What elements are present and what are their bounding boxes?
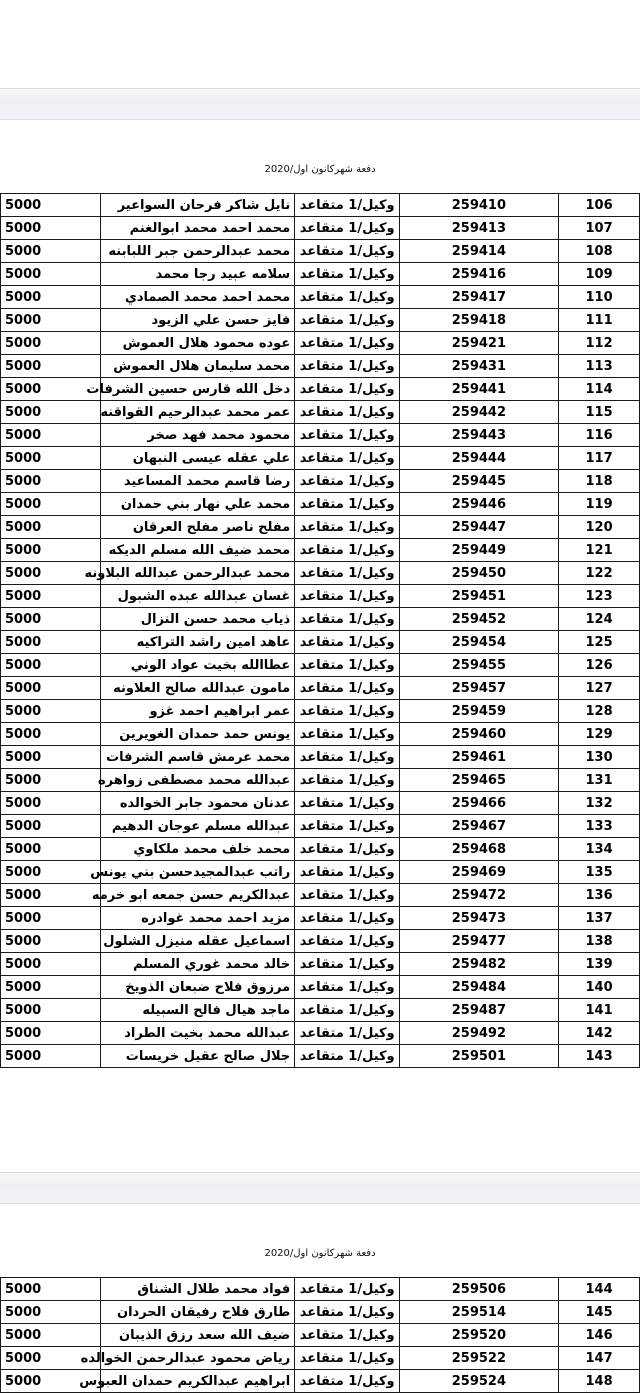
sequence-number-cell: 135 <box>559 861 640 884</box>
account-number-cell: 259514 <box>399 1301 558 1324</box>
name-cell: يونس حمد حمدان الغويرين <box>100 723 294 746</box>
amount-cell: 5000 <box>1 769 101 792</box>
status-cell: وكيل/1 متقاعد <box>295 1022 399 1045</box>
status-cell: وكيل/1 متقاعد <box>295 1347 399 1370</box>
table-row <box>1 792 640 815</box>
table-row <box>1 332 640 355</box>
sequence-number-cell: 123 <box>559 585 640 608</box>
sequence-number-cell: 117 <box>559 447 640 470</box>
account-number-cell: 259449 <box>399 539 558 562</box>
sequence-number-cell: 145 <box>559 1301 640 1324</box>
status-cell: وكيل/1 متقاعد <box>295 217 399 240</box>
name-cell: محمد علي نهار بني حمدان <box>100 493 294 516</box>
table-caption-1: دفعة شهركانون اول/2020 <box>264 164 376 175</box>
data-table-2 <box>0 1277 640 1393</box>
status-cell: وكيل/1 متقاعد <box>295 792 399 815</box>
table-row <box>1 700 640 723</box>
table-row <box>1 286 640 309</box>
amount-cell: 5000 <box>1 884 101 907</box>
sequence-number-cell: 133 <box>559 815 640 838</box>
amount-cell: 5000 <box>1 1324 101 1347</box>
account-number-cell: 259447 <box>399 516 558 539</box>
status-cell: وكيل/1 متقاعد <box>295 838 399 861</box>
sequence-number-cell: 131 <box>559 769 640 792</box>
account-number-cell: 259477 <box>399 930 558 953</box>
account-number-cell: 259487 <box>399 999 558 1022</box>
table-row <box>1 401 640 424</box>
amount-cell: 5000 <box>1 562 101 585</box>
name-cell: محمد احمد محمد ابوالغنم <box>100 217 294 240</box>
name-cell: فايز حسن علي الزيود <box>100 309 294 332</box>
status-cell: وكيل/1 متقاعد <box>295 194 399 217</box>
table-row <box>1 999 640 1022</box>
status-cell: وكيل/1 متقاعد <box>295 355 399 378</box>
name-cell: مامون عبدالله صالح العلاونه <box>100 677 294 700</box>
status-cell: وكيل/1 متقاعد <box>295 723 399 746</box>
name-cell: مفلح ناصر مفلح العرقان <box>100 516 294 539</box>
amount-cell: 5000 <box>1 631 101 654</box>
sequence-number-cell: 140 <box>559 976 640 999</box>
status-cell: وكيل/1 متقاعد <box>295 815 399 838</box>
status-cell: وكيل/1 متقاعد <box>295 999 399 1022</box>
table-row <box>1 263 640 286</box>
name-cell: رياض محمود عبدالرحمن الخوالده <box>100 1347 294 1370</box>
amount-cell: 5000 <box>1 953 101 976</box>
name-cell: رضا قاسم محمد المساعيد <box>100 470 294 493</box>
amount-cell: 5000 <box>1 217 101 240</box>
sequence-number-cell: 113 <box>559 355 640 378</box>
amount-cell: 5000 <box>1 585 101 608</box>
account-number-cell: 259417 <box>399 286 558 309</box>
status-cell: وكيل/1 متقاعد <box>295 562 399 585</box>
table-row <box>1 838 640 861</box>
table-row <box>1 907 640 930</box>
status-cell: وكيل/1 متقاعد <box>295 447 399 470</box>
amount-cell: 5000 <box>1 723 101 746</box>
amount-cell: 5000 <box>1 470 101 493</box>
account-number-cell: 259410 <box>399 194 558 217</box>
table-row <box>1 470 640 493</box>
status-cell: وكيل/1 متقاعد <box>295 401 399 424</box>
status-cell: وكيل/1 متقاعد <box>295 677 399 700</box>
amount-cell: 5000 <box>1 1278 101 1301</box>
sequence-number-cell: 144 <box>559 1278 640 1301</box>
account-number-cell: 259452 <box>399 608 558 631</box>
name-cell: عاهد امين راشد التراكيه <box>100 631 294 654</box>
account-number-cell: 259460 <box>399 723 558 746</box>
amount-cell: 5000 <box>1 1045 101 1068</box>
table-row <box>1 861 640 884</box>
amount-cell: 5000 <box>1 401 101 424</box>
status-cell: وكيل/1 متقاعد <box>295 953 399 976</box>
table-row <box>1 953 640 976</box>
account-number-cell: 259455 <box>399 654 558 677</box>
account-number-cell: 259442 <box>399 401 558 424</box>
name-cell: محمد خلف محمد ملكاوي <box>100 838 294 861</box>
name-cell: خالد محمد غوري المسلم <box>100 953 294 976</box>
account-number-cell: 259466 <box>399 792 558 815</box>
sequence-number-cell: 139 <box>559 953 640 976</box>
name-cell: محمد عبدالرحمن عبدالله البلاونه <box>100 562 294 585</box>
table-row <box>1 493 640 516</box>
table-row <box>1 1370 640 1393</box>
name-cell: مزيد احمد محمد غوادره <box>100 907 294 930</box>
amount-cell: 5000 <box>1 1347 101 1370</box>
table-row <box>1 884 640 907</box>
amount-cell: 5000 <box>1 677 101 700</box>
name-cell: ذياب محمد حسن النزال <box>100 608 294 631</box>
account-number-cell: 259473 <box>399 907 558 930</box>
name-cell: عبدالله محمد مصطفى زواهره <box>100 769 294 792</box>
name-cell: عوده محمود هلال العموش <box>100 332 294 355</box>
status-cell: وكيل/1 متقاعد <box>295 493 399 516</box>
sequence-number-cell: 138 <box>559 930 640 953</box>
amount-cell: 5000 <box>1 838 101 861</box>
sequence-number-cell: 142 <box>559 1022 640 1045</box>
status-cell: وكيل/1 متقاعد <box>295 1324 399 1347</box>
name-cell: سلامه عبيد رجا محمد <box>100 263 294 286</box>
status-cell: وكيل/1 متقاعد <box>295 539 399 562</box>
name-cell: ضيف الله سعد رزق الذيبان <box>100 1324 294 1347</box>
name-cell: دخل الله قارس حسين الشرفات <box>100 378 294 401</box>
table-row <box>1 769 640 792</box>
status-cell: وكيل/1 متقاعد <box>295 907 399 930</box>
name-cell: عبدالله مسلم عوجان الدهيم <box>100 815 294 838</box>
name-cell: راتب عبدالمجيدحسن بني يونس <box>100 861 294 884</box>
table-row <box>1 976 640 999</box>
sequence-number-cell: 116 <box>559 424 640 447</box>
sequence-number-cell: 112 <box>559 332 640 355</box>
status-cell: وكيل/1 متقاعد <box>295 746 399 769</box>
table-row <box>1 240 640 263</box>
status-cell: وكيل/1 متقاعد <box>295 286 399 309</box>
amount-cell: 5000 <box>1 355 101 378</box>
table-row <box>1 539 640 562</box>
status-cell: وكيل/1 متقاعد <box>295 240 399 263</box>
amount-cell: 5000 <box>1 424 101 447</box>
sequence-number-cell: 124 <box>559 608 640 631</box>
account-number-cell: 259492 <box>399 1022 558 1045</box>
amount-cell: 5000 <box>1 1301 101 1324</box>
sequence-number-cell: 126 <box>559 654 640 677</box>
table-row <box>1 516 640 539</box>
amount-cell: 5000 <box>1 516 101 539</box>
table-row <box>1 562 640 585</box>
sequence-number-cell: 119 <box>559 493 640 516</box>
account-number-cell: 259472 <box>399 884 558 907</box>
account-number-cell: 259520 <box>399 1324 558 1347</box>
table-row <box>1 930 640 953</box>
amount-cell: 5000 <box>1 309 101 332</box>
sequence-number-cell: 128 <box>559 700 640 723</box>
amount-cell: 5000 <box>1 861 101 884</box>
sequence-number-cell: 130 <box>559 746 640 769</box>
account-number-cell: 259484 <box>399 976 558 999</box>
account-number-cell: 259418 <box>399 309 558 332</box>
table-row <box>1 1022 640 1045</box>
account-number-cell: 259444 <box>399 447 558 470</box>
status-cell: وكيل/1 متقاعد <box>295 1045 399 1068</box>
name-cell: اسماعيل عقله منيزل الشلول <box>100 930 294 953</box>
account-number-cell: 259506 <box>399 1278 558 1301</box>
table-row <box>1 1045 640 1068</box>
status-cell: وكيل/1 متقاعد <box>295 930 399 953</box>
table-row <box>1 194 640 217</box>
sequence-number-cell: 108 <box>559 240 640 263</box>
amount-cell: 5000 <box>1 700 101 723</box>
name-cell: مرزوق فلاح ضبعان الذويخ <box>100 976 294 999</box>
status-cell: وكيل/1 متقاعد <box>295 1278 399 1301</box>
name-cell: محمد عبدالرحمن جبر اللبابنه <box>100 240 294 263</box>
sequence-number-cell: 111 <box>559 309 640 332</box>
table-row <box>1 746 640 769</box>
status-cell: وكيل/1 متقاعد <box>295 1370 399 1393</box>
status-cell: وكيل/1 متقاعد <box>295 309 399 332</box>
amount-cell: 5000 <box>1 654 101 677</box>
account-number-cell: 259421 <box>399 332 558 355</box>
name-cell: طارق فلاح رفيقان الحردان <box>100 1301 294 1324</box>
amount-cell: 5000 <box>1 447 101 470</box>
table-row <box>1 631 640 654</box>
amount-cell: 5000 <box>1 240 101 263</box>
account-number-cell: 259450 <box>399 562 558 585</box>
sequence-number-cell: 106 <box>559 194 640 217</box>
amount-cell: 5000 <box>1 746 101 769</box>
status-cell: وكيل/1 متقاعد <box>295 769 399 792</box>
name-cell: عبدالله محمد بخيت الطراد <box>100 1022 294 1045</box>
account-number-cell: 259457 <box>399 677 558 700</box>
status-cell: وكيل/1 متقاعد <box>295 263 399 286</box>
account-number-cell: 259445 <box>399 470 558 493</box>
status-cell: وكيل/1 متقاعد <box>295 700 399 723</box>
account-number-cell: 259468 <box>399 838 558 861</box>
sequence-number-cell: 114 <box>559 378 640 401</box>
name-cell: عدنان محمود جابر الخوالده <box>100 792 294 815</box>
sequence-number-cell: 137 <box>559 907 640 930</box>
table-row <box>1 677 640 700</box>
data-table-1 <box>0 193 640 1068</box>
status-cell: وكيل/1 متقاعد <box>295 470 399 493</box>
account-number-cell: 259414 <box>399 240 558 263</box>
amount-cell: 5000 <box>1 539 101 562</box>
status-cell: وكيل/1 متقاعد <box>295 516 399 539</box>
name-cell: علي عقله عيسى النبهان <box>100 447 294 470</box>
account-number-cell: 259441 <box>399 378 558 401</box>
account-number-cell: 259482 <box>399 953 558 976</box>
amount-cell: 5000 <box>1 815 101 838</box>
sequence-number-cell: 122 <box>559 562 640 585</box>
name-cell: عبدالكريم حسن جمعه ابو خرمه <box>100 884 294 907</box>
sequence-number-cell: 125 <box>559 631 640 654</box>
sequence-number-cell: 121 <box>559 539 640 562</box>
sequence-number-cell: 146 <box>559 1324 640 1347</box>
amount-cell: 5000 <box>1 608 101 631</box>
sequence-number-cell: 127 <box>559 677 640 700</box>
account-number-cell: 259524 <box>399 1370 558 1393</box>
amount-cell: 5000 <box>1 194 101 217</box>
amount-cell: 5000 <box>1 1370 101 1393</box>
sequence-number-cell: 136 <box>559 884 640 907</box>
sequence-number-cell: 115 <box>559 401 640 424</box>
status-cell: وكيل/1 متقاعد <box>295 884 399 907</box>
table-row <box>1 424 640 447</box>
sequence-number-cell: 132 <box>559 792 640 815</box>
status-cell: وكيل/1 متقاعد <box>295 861 399 884</box>
status-cell: وكيل/1 متقاعد <box>295 976 399 999</box>
sequence-number-cell: 141 <box>559 999 640 1022</box>
table-caption-2: دفعة شهركانون اول/2020 <box>264 1248 376 1259</box>
status-cell: وكيل/1 متقاعد <box>295 424 399 447</box>
account-number-cell: 259465 <box>399 769 558 792</box>
sequence-number-cell: 134 <box>559 838 640 861</box>
amount-cell: 5000 <box>1 493 101 516</box>
sequence-number-cell: 129 <box>559 723 640 746</box>
page-gap-top <box>0 88 640 120</box>
amount-cell: 5000 <box>1 286 101 309</box>
page-gap-middle <box>0 1172 640 1204</box>
account-number-cell: 259451 <box>399 585 558 608</box>
table-row <box>1 378 640 401</box>
name-cell: نايل شاكر فرحان السواعير <box>100 194 294 217</box>
amount-cell: 5000 <box>1 1022 101 1045</box>
account-number-cell: 259459 <box>399 700 558 723</box>
table-row <box>1 217 640 240</box>
status-cell: وكيل/1 متقاعد <box>295 654 399 677</box>
table-row <box>1 815 640 838</box>
status-cell: وكيل/1 متقاعد <box>295 608 399 631</box>
account-number-cell: 259413 <box>399 217 558 240</box>
amount-cell: 5000 <box>1 332 101 355</box>
status-cell: وكيل/1 متقاعد <box>295 332 399 355</box>
table-row <box>1 654 640 677</box>
name-cell: غسان عبدالله عبده الشبول <box>100 585 294 608</box>
account-number-cell: 259431 <box>399 355 558 378</box>
name-cell: محمود محمد فهد صخر <box>100 424 294 447</box>
amount-cell: 5000 <box>1 907 101 930</box>
account-number-cell: 259522 <box>399 1347 558 1370</box>
table-row <box>1 723 640 746</box>
status-cell: وكيل/1 متقاعد <box>295 378 399 401</box>
amount-cell: 5000 <box>1 930 101 953</box>
name-cell: جلال صالح عقيل خريسات <box>100 1045 294 1068</box>
status-cell: وكيل/1 متقاعد <box>295 585 399 608</box>
name-cell: ابراهيم عبدالكريم حمدان العبوس <box>100 1370 294 1393</box>
name-cell: محمد سليمان هلال العموش <box>100 355 294 378</box>
account-number-cell: 259443 <box>399 424 558 447</box>
name-cell: محمد عرمش قاسم الشرفات <box>100 746 294 769</box>
table-row <box>1 585 640 608</box>
name-cell: فواد محمد طلال الشناق <box>100 1278 294 1301</box>
table-row <box>1 1301 640 1324</box>
table-row <box>1 447 640 470</box>
table-row <box>1 355 640 378</box>
status-cell: وكيل/1 متقاعد <box>295 1301 399 1324</box>
sequence-number-cell: 120 <box>559 516 640 539</box>
sequence-number-cell: 148 <box>559 1370 640 1393</box>
sequence-number-cell: 143 <box>559 1045 640 1068</box>
table-row <box>1 309 640 332</box>
amount-cell: 5000 <box>1 378 101 401</box>
account-number-cell: 259467 <box>399 815 558 838</box>
account-number-cell: 259501 <box>399 1045 558 1068</box>
account-number-cell: 259469 <box>399 861 558 884</box>
account-number-cell: 259416 <box>399 263 558 286</box>
table-row <box>1 1278 640 1301</box>
table-row <box>1 608 640 631</box>
table-row <box>1 1324 640 1347</box>
sequence-number-cell: 147 <box>559 1347 640 1370</box>
name-cell: عمر محمد عبدالرحيم القواقنه <box>100 401 294 424</box>
amount-cell: 5000 <box>1 792 101 815</box>
status-cell: وكيل/1 متقاعد <box>295 631 399 654</box>
amount-cell: 5000 <box>1 263 101 286</box>
name-cell: عمر ابراهيم احمد غزو <box>100 700 294 723</box>
sequence-number-cell: 118 <box>559 470 640 493</box>
name-cell: ماجد هيال فالح السبيله <box>100 999 294 1022</box>
name-cell: محمد احمد محمد الصمادي <box>100 286 294 309</box>
account-number-cell: 259446 <box>399 493 558 516</box>
amount-cell: 5000 <box>1 999 101 1022</box>
amount-cell: 5000 <box>1 976 101 999</box>
sequence-number-cell: 109 <box>559 263 640 286</box>
name-cell: عطاالله بخيت عواد الوني <box>100 654 294 677</box>
sequence-number-cell: 107 <box>559 217 640 240</box>
sequence-number-cell: 110 <box>559 286 640 309</box>
account-number-cell: 259454 <box>399 631 558 654</box>
table-row <box>1 1347 640 1370</box>
name-cell: محمد ضيف الله مسلم الديكه <box>100 539 294 562</box>
account-number-cell: 259461 <box>399 746 558 769</box>
